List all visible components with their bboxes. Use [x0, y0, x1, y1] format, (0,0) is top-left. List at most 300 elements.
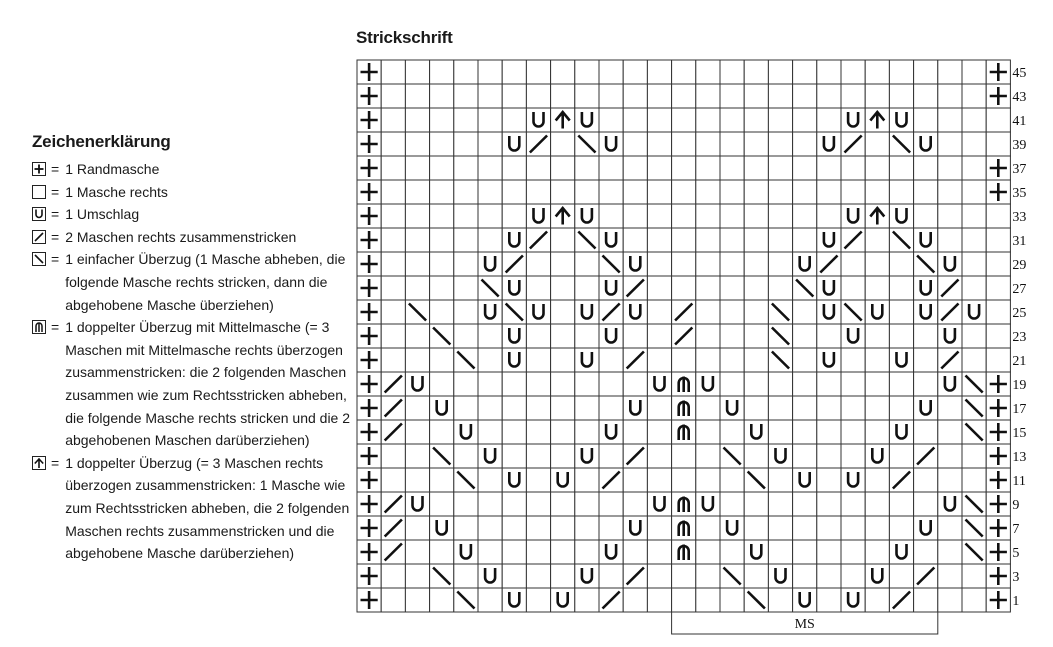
knit-stitch-cell [793, 180, 817, 204]
row-number: 27 [1012, 282, 1027, 297]
knit-stitch-cell [793, 324, 817, 348]
knit-stitch-cell [817, 516, 841, 540]
knit-stitch-cell [405, 204, 429, 228]
edge-stitch-cell [357, 588, 381, 612]
yarn-over-cell [575, 348, 599, 372]
knit-stitch-cell [986, 276, 1010, 300]
knit-stitch-cell [793, 60, 817, 84]
row-number: 19 [1012, 378, 1027, 393]
knit-stitch-cell [623, 228, 647, 252]
k2tog-cell [599, 588, 623, 612]
knit-stitch-cell [551, 228, 575, 252]
knit-stitch-cell [526, 180, 550, 204]
knit-stitch-cell [647, 204, 671, 228]
skp-cell [962, 540, 986, 564]
knit-stitch-cell [865, 468, 889, 492]
knit-stitch-cell [526, 348, 550, 372]
knit-stitch-cell [672, 156, 696, 180]
knit-stitch-cell [696, 60, 720, 84]
yarn-over-cell [599, 420, 623, 444]
edge-stitch-cell [357, 60, 381, 84]
edge-stitch-cell [357, 564, 381, 588]
knit-stitch-cell [430, 228, 454, 252]
yarn-over-cell [696, 492, 720, 516]
knit-stitch-cell [647, 60, 671, 84]
yarn-over-cell [526, 108, 550, 132]
knit-stitch-cell [381, 228, 405, 252]
knit-stitch-cell [502, 60, 526, 84]
knit-stitch-cell [817, 540, 841, 564]
knit-stitch-cell [502, 396, 526, 420]
knit-stitch-cell [599, 108, 623, 132]
yarn-over-cell [817, 276, 841, 300]
knit-stitch-cell [889, 84, 913, 108]
knit-stitch-cell [405, 84, 429, 108]
row-number: 17 [1012, 402, 1027, 417]
knit-stitch-cell [381, 252, 405, 276]
knit-stitch-cell [696, 132, 720, 156]
knit-stitch-cell [793, 84, 817, 108]
yarn-over-cell [647, 372, 671, 396]
knit-stitch-cell [405, 588, 429, 612]
knit-stitch-cell [623, 132, 647, 156]
skp-cell [768, 300, 792, 324]
edge-stitch-cell [986, 444, 1010, 468]
knit-stitch-cell [938, 132, 962, 156]
knit-stitch-cell [551, 156, 575, 180]
knit-stitch-cell [720, 372, 744, 396]
knit-stitch-cell [841, 276, 865, 300]
knit-stitch-cell [744, 564, 768, 588]
knit-stitch-cell [768, 276, 792, 300]
knit-stitch-cell [720, 60, 744, 84]
yarn-over-cell [623, 252, 647, 276]
knit-stitch-cell [841, 540, 865, 564]
yarn-over-cell [599, 132, 623, 156]
knit-stitch-cell [672, 348, 696, 372]
knit-stitch-cell [865, 228, 889, 252]
yarn-over-cell [744, 420, 768, 444]
knit-stitch-cell [405, 252, 429, 276]
knit-stitch-cell [551, 348, 575, 372]
knit-stitch-cell [938, 540, 962, 564]
legend-equals: = [51, 206, 60, 223]
yarn-over-cell [454, 420, 478, 444]
knit-stitch-cell [841, 84, 865, 108]
knit-stitch-cell [381, 468, 405, 492]
skp-cell [962, 516, 986, 540]
knit-stitch-cell [817, 204, 841, 228]
knit-stitch-cell [502, 108, 526, 132]
knit-stitch-cell [817, 156, 841, 180]
knit-stitch-cell [623, 492, 647, 516]
knit-stitch-cell [502, 204, 526, 228]
knit-stitch-cell [744, 300, 768, 324]
knit-stitch-cell [672, 588, 696, 612]
knit-stitch-cell [938, 180, 962, 204]
knit-stitch-cell [938, 108, 962, 132]
knit-stitch-cell [430, 204, 454, 228]
knit-stitch-cell [551, 492, 575, 516]
yarn-over-cell [526, 204, 550, 228]
k2tog-cell [502, 252, 526, 276]
knit-stitch-cell [938, 444, 962, 468]
yarn-over-cell [841, 204, 865, 228]
yarn-over-cell [841, 108, 865, 132]
knit-stitch-cell [599, 396, 623, 420]
row-number: 9 [1012, 498, 1020, 513]
knit-stitch-cell [454, 276, 478, 300]
knit-stitch-cell [647, 228, 671, 252]
yarn-over-cell [889, 540, 913, 564]
knit-stitch-cell [526, 276, 550, 300]
knit-stitch-cell [502, 540, 526, 564]
knit-stitch-cell [647, 108, 671, 132]
knit-stitch-cell [575, 252, 599, 276]
knit-stitch-cell [599, 84, 623, 108]
knit-stitch-cell [478, 420, 502, 444]
knit-stitch-cell [454, 228, 478, 252]
row-number: 25 [1012, 306, 1027, 321]
knit-stitch-cell [865, 372, 889, 396]
knit-stitch-cell [454, 204, 478, 228]
edge-stitch-cell [357, 108, 381, 132]
legend-text: 1 Randmasche [65, 161, 160, 177]
knit-stitch-cell [696, 540, 720, 564]
knit-stitch-cell [454, 252, 478, 276]
knit-stitch-cell [768, 492, 792, 516]
ms-label: MS [794, 617, 815, 632]
knit-stitch-cell [672, 204, 696, 228]
yarn-over-cell [575, 204, 599, 228]
knit-stitch-cell [986, 348, 1010, 372]
knit-stitch-cell [381, 348, 405, 372]
knit-stitch-cell [405, 132, 429, 156]
edge-stitch-cell [986, 420, 1010, 444]
k2tog-cell [938, 348, 962, 372]
knit-stitch-cell [647, 540, 671, 564]
knit-stitch-cell [430, 60, 454, 84]
knit-stitch-cell [454, 108, 478, 132]
row-number: 35 [1012, 186, 1027, 201]
yarn-over-cell [502, 588, 526, 612]
knit-stitch-cell [623, 420, 647, 444]
knit-stitch-cell [454, 492, 478, 516]
knit-stitch-cell [526, 516, 550, 540]
knit-stitch-cell [647, 276, 671, 300]
yarn-over-cell [478, 444, 502, 468]
knit-stitch-cell [672, 180, 696, 204]
knit-stitch-cell [575, 180, 599, 204]
knit-stitch-cell [865, 156, 889, 180]
knit-stitch-cell [647, 156, 671, 180]
yarn-over-cell [914, 516, 938, 540]
knit-stitch-cell [865, 132, 889, 156]
skp-cell [889, 132, 913, 156]
knit-stitch-cell [575, 516, 599, 540]
row-number: 15 [1012, 426, 1027, 441]
knit-stitch-cell [768, 204, 792, 228]
knit-stitch-cell [865, 180, 889, 204]
knit-stitch-cell [696, 84, 720, 108]
knit-stitch-cell [914, 348, 938, 372]
knit-stitch-cell [647, 564, 671, 588]
knit-stitch-cell [575, 492, 599, 516]
knit-stitch-cell [841, 492, 865, 516]
knit-stitch-cell [672, 60, 696, 84]
edge-stitch-cell [357, 444, 381, 468]
knit-stitch-cell [526, 444, 550, 468]
edge-stitch-cell [357, 276, 381, 300]
yarn-over-cell [575, 564, 599, 588]
knit-stitch-cell [793, 300, 817, 324]
knit-stitch-cell [381, 300, 405, 324]
knit-stitch-cell [817, 180, 841, 204]
knit-stitch-cell [405, 516, 429, 540]
k2tog-cell [599, 468, 623, 492]
knit-stitch-cell [865, 492, 889, 516]
knit-stitch-cell [768, 540, 792, 564]
knit-stitch-cell [551, 564, 575, 588]
yarn-over-cell [889, 108, 913, 132]
edge-stitch-cell [986, 588, 1010, 612]
knit-stitch-cell [551, 540, 575, 564]
k2tog-cell [526, 132, 550, 156]
yarn-over-cell [599, 540, 623, 564]
yarn-over-cell [914, 228, 938, 252]
edge-stitch-cell [357, 516, 381, 540]
knit-stitch-cell [914, 540, 938, 564]
knit-stitch-cell [744, 132, 768, 156]
knit-stitch-cell [575, 468, 599, 492]
knit-stitch-cell [551, 372, 575, 396]
knit-stitch-cell [696, 108, 720, 132]
knit-stitch-cell [551, 444, 575, 468]
knit-stitch-cell [793, 420, 817, 444]
knit-stitch-cell [962, 60, 986, 84]
knit-stitch-cell [405, 420, 429, 444]
edge-stitch-cell [357, 300, 381, 324]
knit-stitch-cell [744, 348, 768, 372]
legend-text: 1 einfacher Überzug (1 Masche abheben, die folgende Masche rechts stricken, dann die abgehobene Masche überziehen) [65, 251, 346, 313]
skp-cell [430, 564, 454, 588]
knit-stitch-cell [381, 60, 405, 84]
knit-stitch-cell [502, 444, 526, 468]
knit-stitch-cell [623, 540, 647, 564]
knit-stitch-cell [744, 156, 768, 180]
knit-stitch-cell [914, 372, 938, 396]
knit-stitch-cell [865, 60, 889, 84]
knit-stitch-cell [720, 420, 744, 444]
knit-stitch-cell [817, 108, 841, 132]
knit-stitch-cell [986, 252, 1010, 276]
knit-stitch-cell [962, 588, 986, 612]
knit-stitch-cell [381, 132, 405, 156]
knit-stitch-cell [841, 564, 865, 588]
knit-stitch-cell [720, 492, 744, 516]
row-number: 5 [1012, 546, 1020, 561]
knit-stitch-cell [817, 60, 841, 84]
knit-stitch-cell [430, 84, 454, 108]
knit-stitch-cell [841, 60, 865, 84]
skp-cell [478, 276, 502, 300]
knit-stitch-cell [744, 372, 768, 396]
knit-stitch-cell [623, 108, 647, 132]
row-number: 13 [1012, 450, 1027, 465]
knit-stitch-cell [599, 348, 623, 372]
yarn-over-cell [793, 468, 817, 492]
knit-stitch-cell [962, 204, 986, 228]
knit-stitch-cell [381, 324, 405, 348]
yarn-over-cell [938, 252, 962, 276]
knit-stitch-cell [696, 516, 720, 540]
yarn-over-cell [526, 300, 550, 324]
knit-stitch-cell [647, 324, 671, 348]
knit-stitch-cell [647, 300, 671, 324]
knit-stitch-cell [986, 132, 1010, 156]
double-decrease-cell [551, 108, 575, 132]
knit-stitch-cell [768, 252, 792, 276]
knit-stitch-cell [938, 564, 962, 588]
knit-stitch-cell [962, 468, 986, 492]
k2tog-cell [381, 516, 405, 540]
yarn-over-cell [502, 348, 526, 372]
knit-stitch-cell [551, 324, 575, 348]
knit-stitch-cell [962, 84, 986, 108]
legend-equals: = [51, 319, 60, 336]
knit-stitch-cell [696, 276, 720, 300]
legend-equals: = [51, 161, 60, 177]
knit-stitch-cell [478, 516, 502, 540]
knit-stitch-cell [430, 252, 454, 276]
knit-stitch-cell [986, 204, 1010, 228]
knit-stitch-cell [793, 228, 817, 252]
yarn-over-cell [817, 228, 841, 252]
knit-stitch-cell [381, 564, 405, 588]
knit-stitch-cell [889, 324, 913, 348]
knit-stitch-cell [793, 396, 817, 420]
knit-stitch-cell [696, 252, 720, 276]
edge-stitch-cell [357, 348, 381, 372]
yarn-over-cell [502, 132, 526, 156]
edge-stitch-cell [357, 156, 381, 180]
knit-stitch-cell [430, 468, 454, 492]
skp-cell [841, 300, 865, 324]
knit-stitch-cell [647, 444, 671, 468]
knit-stitch-cell [430, 276, 454, 300]
edge-stitch-cell [986, 492, 1010, 516]
yarn-over-cell [478, 300, 502, 324]
knit-stitch-cell [841, 396, 865, 420]
legend-equals: = [51, 228, 60, 245]
knit-stitch-cell [478, 60, 502, 84]
knit-stitch-cell [744, 84, 768, 108]
double-decrease-cell [865, 204, 889, 228]
knit-stitch-cell [914, 324, 938, 348]
knit-stitch-cell [744, 444, 768, 468]
knit-stitch-cell [793, 132, 817, 156]
knit-stitch-cell [575, 420, 599, 444]
knit-stitch-cell [962, 348, 986, 372]
knit-stitch-cell [793, 372, 817, 396]
knit-stitch-cell [744, 180, 768, 204]
knit-stitch-cell [502, 372, 526, 396]
knit-stitch-cell [938, 204, 962, 228]
knit-stitch-cell [793, 108, 817, 132]
row-number: 39 [1012, 138, 1027, 153]
yarn-over-cell [623, 300, 647, 324]
edge-stitch-cell [357, 252, 381, 276]
knit-stitch-cell [889, 300, 913, 324]
knit-stitch-cell [526, 468, 550, 492]
knit-stitch-cell [575, 156, 599, 180]
knit-stitch-cell [817, 372, 841, 396]
skp-cell [430, 444, 454, 468]
edge-stitch-cell [986, 540, 1010, 564]
knit-stitch-cell [720, 156, 744, 180]
knit-stitch-cell [575, 588, 599, 612]
knit-stitch-cell [430, 372, 454, 396]
knit-stitch-cell [720, 468, 744, 492]
knit-stitch-cell [962, 276, 986, 300]
knit-stitch-cell [768, 228, 792, 252]
knit-stitch-cell [454, 444, 478, 468]
knit-stitch-cell [430, 108, 454, 132]
knit-stitch-cell [986, 324, 1010, 348]
knit-stitch-cell [696, 588, 720, 612]
knit-stitch-cell [889, 516, 913, 540]
knit-stitch-cell [841, 372, 865, 396]
yarn-over-cell [405, 492, 429, 516]
knit-stitch-cell [841, 348, 865, 372]
knit-stitch-cell [551, 516, 575, 540]
legend-text: 1 Umschlag [65, 206, 140, 223]
yarn-over-cell [865, 300, 889, 324]
knit-stitch-cell [793, 348, 817, 372]
knit-stitch-cell [575, 540, 599, 564]
legend-text: 1 doppelter Überzug mit Mittelmasche (= 3 Maschen mit Mittelmasche rechts überzogen zusammenstricken: die 2 folgenden Maschen zusammen wie zum Rechtsstricken abheben, die folgende Masche rechts stricken und die 2 abgehobenen Maschen darüberziehen) [65, 319, 351, 449]
edge-stitch-cell [986, 156, 1010, 180]
chart-title: Strickschrift [356, 28, 453, 47]
knit-stitch-cell [938, 60, 962, 84]
knit-stitch-cell [647, 132, 671, 156]
knit-stitch-cell [405, 108, 429, 132]
knit-stitch-cell [744, 228, 768, 252]
knit-stitch-cell [914, 180, 938, 204]
knit-stitch-cell [744, 492, 768, 516]
knit-stitch-cell [551, 252, 575, 276]
knit-stitch-cell [502, 180, 526, 204]
knit-stitch-cell [405, 564, 429, 588]
knit-stitch-cell [623, 372, 647, 396]
knit-stitch-cell [793, 540, 817, 564]
skp-cell [599, 252, 623, 276]
yarn-over-cell [914, 396, 938, 420]
skp-cell [914, 252, 938, 276]
knit-stitch-cell [381, 444, 405, 468]
knit-stitch-cell [889, 156, 913, 180]
knit-stitch-cell [817, 396, 841, 420]
edge-stitch-cell [357, 324, 381, 348]
knit-stitch-cell [865, 540, 889, 564]
knit-stitch-cell [768, 468, 792, 492]
knit-stitch-cell [696, 204, 720, 228]
knit-stitch-cell [478, 180, 502, 204]
knit-stitch-cell [865, 84, 889, 108]
knit-stitch-cell [430, 132, 454, 156]
knit-stitch-cell [502, 492, 526, 516]
k2tog-cell [381, 540, 405, 564]
